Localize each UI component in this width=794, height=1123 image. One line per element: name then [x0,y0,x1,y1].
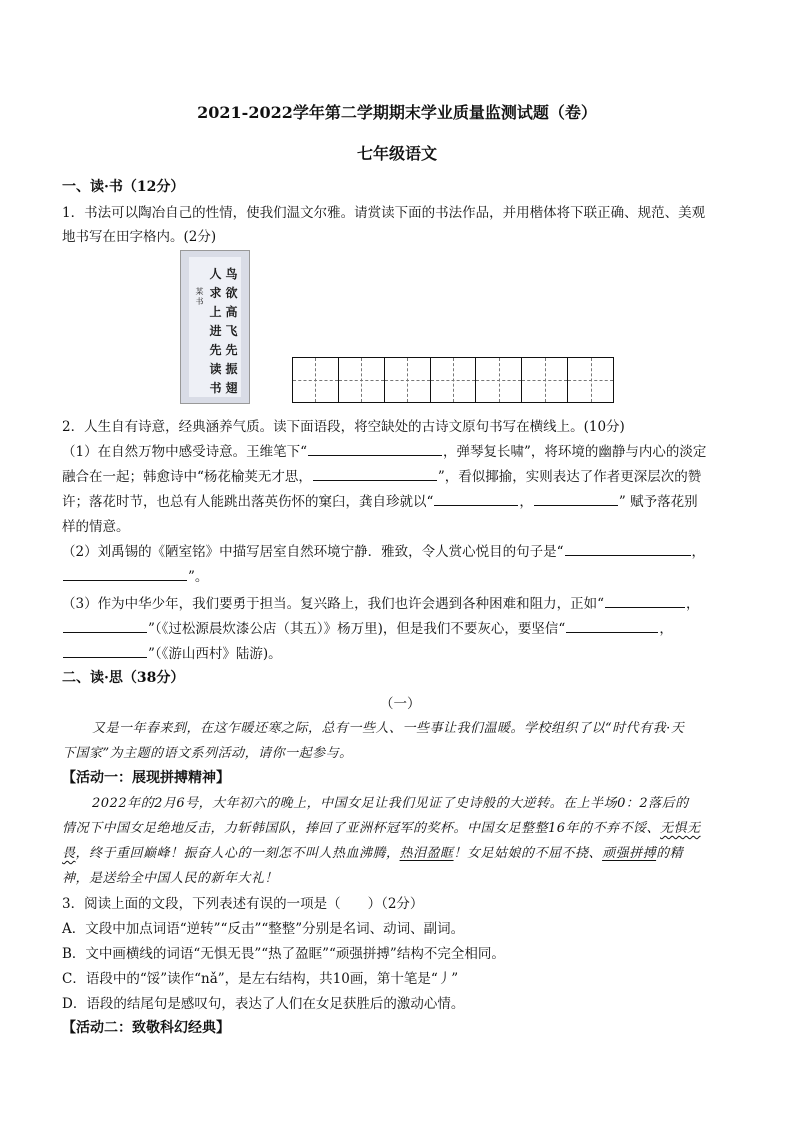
text: （1）在自然万物中感受诗意。王维笔下“ [62,444,307,460]
q2-p3-line2 [62,617,673,637]
text: （3）作为中华少年，我们要勇于担当。复兴路上，我们也许会遇到各种困难和阻力，正如“ [62,596,604,612]
q2-line1: 2．人生自有诗意，经典涵养气质。读下面语段，将空缺处的古诗文原句书写在横线上。(10分) [62,419,625,435]
underlined-word: 顽强拼搏 [602,846,657,861]
q2-p1-line3 [62,490,698,510]
q2-p1-line4: 样的情意。 [62,519,130,535]
q2-p1-line2 [62,465,701,485]
activity1-heading: 【活动一：展现拼搏精神】 [62,770,230,786]
page-subtitle: 七年级语文 [356,144,437,163]
text: ”（《游山西村》陆游)。 [148,646,282,662]
answer-blank[interactable] [605,593,685,608]
q2-p2-line1 [62,540,705,560]
passage-line4: 神，是送给全中国人民的新年大礼！ [62,871,279,886]
grid-cell[interactable] [568,358,613,402]
answer-blank[interactable] [434,491,518,506]
intro-line1: 又是一年春来到，在这乍暖还寒之际，总有一些人、一些事让我们温暖。学校组织了以“时代有我·天 [92,721,685,736]
q2-p1-line1 [62,440,706,460]
wavy-underlined-word: 畏 [62,846,76,861]
passage-line2 [62,817,701,836]
text: 的精 [656,846,684,861]
text: 许；落花时节，也总有人能跳出落英伤怀的窠臼，龚自珍就以“ [62,494,434,510]
text: ”（《过松源晨炊漆公店（其五）》杨万里)，但是我们不要灰心，要坚信“ [148,621,566,637]
answer-blank[interactable] [534,491,618,506]
grid-cell[interactable] [385,358,431,402]
q2-p3-line1 [62,592,700,612]
answer-blank[interactable] [63,566,187,581]
answer-blank[interactable] [308,441,442,456]
text: ，弹琴复长啸”，将环境的幽静与内心的淡定 [443,444,707,460]
page-title: 2021-2022学年第二学期期末学业质量监测试题（卷） [197,103,597,122]
text: （2）刘禹锡的《陋室铭》中描写居室自然环境宁静．雅致，令人赏心悦目的句子是“ [62,544,564,560]
calligraphy-signature: 某书 [195,287,204,306]
activity2-heading: 【活动二：致敬科幻经典】 [62,1020,230,1036]
calligraphy-upper-line: 鸟欲高飞先振翅 [225,267,238,395]
option-a[interactable]: A．文段中加点词语“逆转”“反击”“整整”分别是名词、动词、副词。 [62,921,465,937]
intro-line2: 下国家”为主题的语文系列活动，请你一起参与。 [62,746,353,761]
grid-cell[interactable] [431,358,477,402]
part-label: （一） [380,696,421,712]
text: ”。 [188,569,209,585]
grid-cell[interactable] [476,358,522,402]
answer-blank[interactable] [566,618,658,633]
text: ，终于重回巅峰！振奋人心的一刻怎不叫人热血沸腾， [75,846,400,861]
text: 情况下中国女足绝地反击，力斩韩国队，捧回了亚洲杯冠军的奖杯。中国女足整整16年的不弃不馁、 [62,821,661,836]
text: 融合在一起；韩愈诗中“杨花榆荚无才思， [62,469,312,485]
q1-line1: 1．书法可以陶冶自己的性情，使我们温文尔雅。请赏读下面的书法作品，并用楷体将下联正确、规范、美观 [62,205,706,221]
section1-heading: 一、读·书（12分） [62,179,185,195]
section2-heading: 二、读·思（38分） [62,670,185,686]
option-c[interactable]: C．语段中的“馁”读作“nǎ”，是左右结构，共10画，第十笔是“丿” [62,971,459,987]
q1-line2: 地书写在田字格内。(2分) [62,229,217,245]
wavy-underlined-word: 无惧无 [660,821,701,836]
text: ”，看似揶揄，实则表达了作者更深层次的赞 [437,469,702,485]
q2-p2-line2 [62,565,208,585]
text: ” 赋予落花别 [618,494,698,510]
text: ， [691,544,705,560]
tianzige-grid[interactable] [292,357,614,403]
answer-blank[interactable] [313,466,437,481]
q3-stem: 3．阅读上面的文段，下列表述有误的一项是（ ）（2分） [62,896,424,912]
text: ！女足姑娘的不屈不挠、 [453,846,603,861]
underlined-word: 热泪盈眶 [399,846,454,861]
calligraphy-image [180,250,250,404]
option-d[interactable]: D．语段的结尾句是感叹句，表达了人们在女足获胜后的激动心情。 [62,996,465,1012]
q2-p3-line3 [62,642,282,662]
passage-line1: 2022年的2月6号，大年初六的晚上，中国女足让我们见证了史诗般的大逆转。在上半场0：2落后的 [92,796,689,811]
answer-blank[interactable] [565,541,691,556]
answer-blank[interactable] [63,618,147,633]
answer-blank[interactable] [63,643,147,658]
calligraphy-lower-line: 人求上进先读书 [209,267,222,395]
grid-cell[interactable] [339,358,385,402]
grid-cell[interactable] [522,358,568,402]
grid-cell[interactable] [293,358,339,402]
option-b[interactable]: B．文中画横线的词语“无惧无畏”“热了盈眶”“顽强拼搏”结构不完全相同。 [62,946,505,962]
passage-line3 [62,842,683,861]
text: ， [519,494,533,510]
text: ， [659,621,673,637]
text: ， [686,596,700,612]
